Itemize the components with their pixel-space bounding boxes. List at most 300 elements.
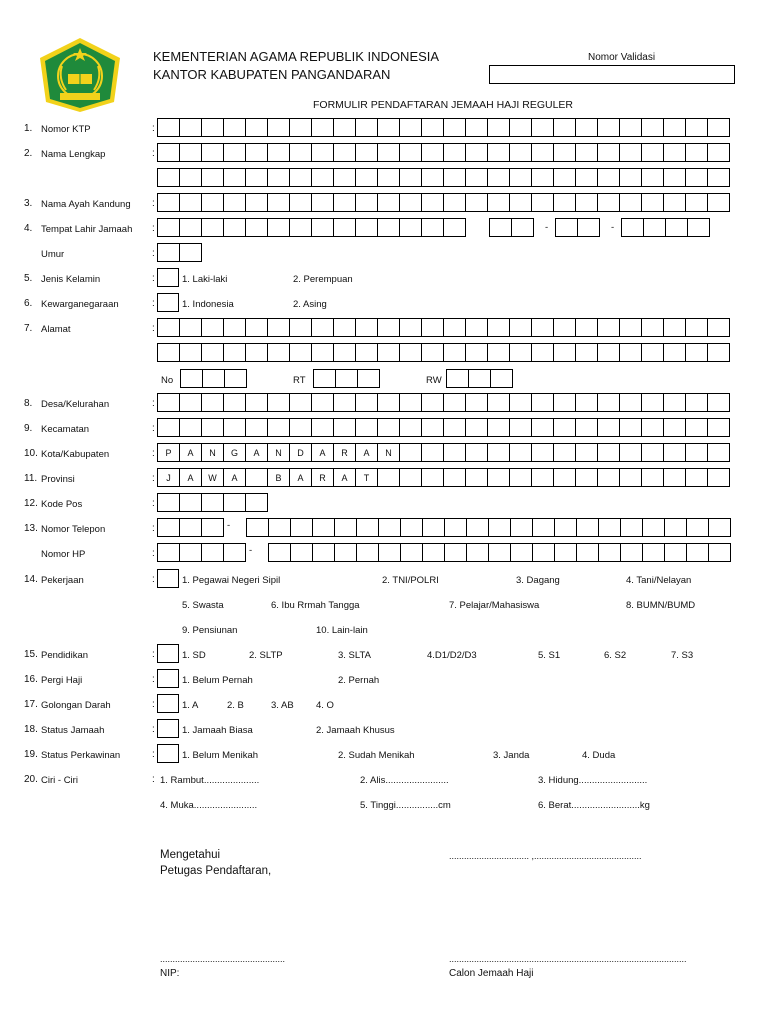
char-cell[interactable] xyxy=(488,119,510,136)
place-date-field[interactable]: ................................ ,........................................... xyxy=(449,851,642,861)
char-cell[interactable] xyxy=(334,394,356,411)
char-cell[interactable] xyxy=(400,394,422,411)
char-cell[interactable] xyxy=(158,169,180,186)
char-cell[interactable] xyxy=(598,119,620,136)
pendidikan-choice-box[interactable] xyxy=(157,644,179,663)
char-cell[interactable] xyxy=(202,519,224,536)
no-input-grid[interactable] xyxy=(180,369,247,388)
char-cell[interactable] xyxy=(335,519,357,536)
char-cell[interactable] xyxy=(180,144,202,161)
char-cell[interactable] xyxy=(269,519,291,536)
ciri-tinggi[interactable]: 5. Tinggi................cm xyxy=(360,800,451,811)
char-cell[interactable] xyxy=(666,219,688,236)
char-cell[interactable] xyxy=(554,144,576,161)
char-cell[interactable] xyxy=(532,194,554,211)
char-cell[interactable] xyxy=(576,194,598,211)
char-cell[interactable] xyxy=(224,119,246,136)
char-cell[interactable] xyxy=(664,394,686,411)
ciri-berat[interactable]: 6. Berat..........................kg xyxy=(538,800,650,811)
char-cell[interactable] xyxy=(268,394,290,411)
char-cell[interactable] xyxy=(202,144,224,161)
char-cell[interactable] xyxy=(642,394,664,411)
char-cell[interactable] xyxy=(577,519,599,536)
char-cell[interactable] xyxy=(290,194,312,211)
char-cell[interactable] xyxy=(598,194,620,211)
char-cell[interactable] xyxy=(313,544,335,561)
char-cell[interactable] xyxy=(510,319,532,336)
char-cell[interactable] xyxy=(554,419,576,436)
char-cell[interactable]: J xyxy=(158,469,180,486)
char-cell[interactable] xyxy=(314,370,336,387)
char-cell[interactable] xyxy=(664,194,686,211)
char-cell[interactable] xyxy=(224,144,246,161)
char-cell[interactable] xyxy=(642,419,664,436)
kota-input-grid[interactable] xyxy=(157,443,730,462)
char-cell[interactable]: D xyxy=(290,444,312,461)
char-cell[interactable] xyxy=(356,419,378,436)
char-cell[interactable] xyxy=(444,419,466,436)
char-cell[interactable] xyxy=(444,319,466,336)
char-cell[interactable]: A xyxy=(180,469,202,486)
char-cell[interactable] xyxy=(180,219,202,236)
char-cell[interactable] xyxy=(224,319,246,336)
ciri-hidung[interactable]: 3. Hidung.......................... xyxy=(538,775,648,786)
char-cell[interactable]: A xyxy=(224,469,246,486)
char-cell[interactable] xyxy=(687,544,709,561)
char-cell[interactable] xyxy=(708,144,730,161)
char-cell[interactable] xyxy=(312,344,334,361)
char-cell[interactable] xyxy=(512,219,534,236)
char-cell[interactable] xyxy=(488,419,510,436)
char-cell[interactable] xyxy=(620,469,642,486)
char-cell[interactable] xyxy=(664,469,686,486)
char-cell[interactable] xyxy=(444,444,466,461)
char-cell[interactable] xyxy=(356,144,378,161)
char-cell[interactable] xyxy=(202,344,224,361)
char-cell[interactable] xyxy=(224,494,246,511)
char-cell[interactable] xyxy=(620,169,642,186)
char-cell[interactable] xyxy=(378,419,400,436)
char-cell[interactable] xyxy=(447,370,469,387)
char-cell[interactable] xyxy=(489,544,511,561)
char-cell[interactable] xyxy=(510,394,532,411)
char-cell[interactable] xyxy=(664,344,686,361)
char-cell[interactable] xyxy=(532,169,554,186)
char-cell[interactable] xyxy=(489,519,511,536)
char-cell[interactable] xyxy=(313,519,335,536)
char-cell[interactable] xyxy=(532,319,554,336)
char-cell[interactable] xyxy=(576,169,598,186)
char-cell[interactable] xyxy=(158,419,180,436)
char-cell[interactable] xyxy=(312,219,334,236)
char-cell[interactable] xyxy=(642,169,664,186)
char-cell[interactable] xyxy=(576,144,598,161)
char-cell[interactable] xyxy=(400,169,422,186)
char-cell[interactable] xyxy=(290,419,312,436)
char-cell[interactable] xyxy=(202,219,224,236)
char-cell[interactable] xyxy=(686,119,708,136)
char-cell[interactable] xyxy=(642,319,664,336)
char-cell[interactable] xyxy=(466,419,488,436)
char-cell[interactable]: A xyxy=(290,469,312,486)
char-cell[interactable] xyxy=(708,469,730,486)
char-cell[interactable] xyxy=(224,394,246,411)
char-cell[interactable]: R xyxy=(334,444,356,461)
char-cell[interactable] xyxy=(268,194,290,211)
jenis-kelamin-choice-box[interactable] xyxy=(157,268,179,287)
char-cell[interactable] xyxy=(422,194,444,211)
char-cell[interactable] xyxy=(444,469,466,486)
char-cell[interactable]: G xyxy=(224,444,246,461)
char-cell[interactable] xyxy=(576,344,598,361)
char-cell[interactable]: T xyxy=(356,469,378,486)
char-cell[interactable] xyxy=(642,119,664,136)
char-cell[interactable]: R xyxy=(312,469,334,486)
char-cell[interactable] xyxy=(620,319,642,336)
pekerjaan-choice-box[interactable] xyxy=(157,569,179,588)
char-cell[interactable] xyxy=(158,394,180,411)
char-cell[interactable]: N xyxy=(378,444,400,461)
char-cell[interactable] xyxy=(358,370,380,387)
char-cell[interactable] xyxy=(378,344,400,361)
char-cell[interactable]: A xyxy=(334,469,356,486)
char-cell[interactable] xyxy=(598,444,620,461)
char-cell[interactable] xyxy=(444,219,466,236)
char-cell[interactable] xyxy=(268,419,290,436)
char-cell[interactable]: N xyxy=(268,444,290,461)
char-cell[interactable] xyxy=(356,219,378,236)
char-cell[interactable] xyxy=(578,219,600,236)
char-cell[interactable] xyxy=(599,519,621,536)
rt-input-grid[interactable] xyxy=(313,369,380,388)
char-cell[interactable] xyxy=(158,144,180,161)
char-cell[interactable] xyxy=(401,544,423,561)
char-cell[interactable] xyxy=(533,519,555,536)
char-cell[interactable] xyxy=(665,544,687,561)
char-cell[interactable] xyxy=(488,344,510,361)
char-cell[interactable] xyxy=(246,194,268,211)
char-cell[interactable] xyxy=(466,469,488,486)
char-cell[interactable] xyxy=(246,219,268,236)
char-cell[interactable] xyxy=(444,119,466,136)
char-cell[interactable] xyxy=(423,519,445,536)
char-cell[interactable] xyxy=(620,419,642,436)
char-cell[interactable] xyxy=(510,344,532,361)
char-cell[interactable] xyxy=(665,519,687,536)
char-cell[interactable] xyxy=(268,119,290,136)
char-cell[interactable] xyxy=(622,219,644,236)
char-cell[interactable] xyxy=(400,344,422,361)
char-cell[interactable] xyxy=(422,444,444,461)
tempat-lahir-grid[interactable] xyxy=(157,218,466,237)
char-cell[interactable] xyxy=(532,444,554,461)
char-cell[interactable] xyxy=(269,544,291,561)
telepon-number-grid[interactable] xyxy=(246,518,731,537)
char-cell[interactable] xyxy=(422,469,444,486)
char-cell[interactable] xyxy=(378,219,400,236)
char-cell[interactable] xyxy=(378,469,400,486)
char-cell[interactable]: A xyxy=(356,444,378,461)
char-cell[interactable] xyxy=(708,169,730,186)
char-cell[interactable] xyxy=(422,419,444,436)
char-cell[interactable] xyxy=(510,169,532,186)
kode-pos-grid[interactable] xyxy=(157,493,268,512)
char-cell[interactable] xyxy=(334,144,356,161)
char-cell[interactable] xyxy=(664,119,686,136)
tanggal-lahir-year[interactable] xyxy=(621,218,710,237)
char-cell[interactable] xyxy=(379,519,401,536)
char-cell[interactable] xyxy=(336,370,358,387)
char-cell[interactable] xyxy=(598,144,620,161)
ciri-muka[interactable]: 4. Muka........................ xyxy=(160,800,258,811)
char-cell[interactable] xyxy=(422,219,444,236)
char-cell[interactable] xyxy=(423,544,445,561)
char-cell[interactable] xyxy=(576,394,598,411)
char-cell[interactable] xyxy=(466,444,488,461)
char-cell[interactable] xyxy=(180,194,202,211)
char-cell[interactable] xyxy=(708,344,730,361)
char-cell[interactable] xyxy=(510,444,532,461)
char-cell[interactable] xyxy=(686,169,708,186)
char-cell[interactable] xyxy=(378,119,400,136)
char-cell[interactable] xyxy=(378,169,400,186)
char-cell[interactable] xyxy=(268,319,290,336)
char-cell[interactable] xyxy=(180,544,202,561)
char-cell[interactable] xyxy=(202,319,224,336)
char-cell[interactable] xyxy=(576,319,598,336)
char-cell[interactable] xyxy=(445,519,467,536)
char-cell[interactable] xyxy=(444,344,466,361)
char-cell[interactable] xyxy=(510,144,532,161)
char-cell[interactable] xyxy=(510,419,532,436)
char-cell[interactable] xyxy=(422,344,444,361)
char-cell[interactable] xyxy=(400,219,422,236)
char-cell[interactable] xyxy=(290,144,312,161)
char-cell[interactable] xyxy=(422,119,444,136)
char-cell[interactable] xyxy=(202,119,224,136)
char-cell[interactable] xyxy=(202,494,224,511)
char-cell[interactable] xyxy=(379,544,401,561)
char-cell[interactable] xyxy=(488,169,510,186)
char-cell[interactable] xyxy=(664,144,686,161)
char-cell[interactable] xyxy=(554,194,576,211)
char-cell[interactable] xyxy=(532,419,554,436)
char-cell[interactable] xyxy=(158,219,180,236)
char-cell[interactable] xyxy=(686,194,708,211)
char-cell[interactable] xyxy=(224,219,246,236)
char-cell[interactable] xyxy=(554,319,576,336)
char-cell[interactable] xyxy=(180,419,202,436)
kewarganegaraan-choice-box[interactable] xyxy=(157,293,179,312)
char-cell[interactable] xyxy=(180,394,202,411)
char-cell[interactable] xyxy=(247,519,269,536)
char-cell[interactable] xyxy=(224,194,246,211)
char-cell[interactable] xyxy=(444,144,466,161)
hp-prefix-grid[interactable] xyxy=(157,543,246,562)
char-cell[interactable] xyxy=(620,119,642,136)
char-cell[interactable]: N xyxy=(202,444,224,461)
char-cell[interactable] xyxy=(598,319,620,336)
char-cell[interactable] xyxy=(488,194,510,211)
char-cell[interactable] xyxy=(686,319,708,336)
char-cell[interactable] xyxy=(687,519,709,536)
char-cell[interactable] xyxy=(620,344,642,361)
char-cell[interactable] xyxy=(642,194,664,211)
alamat-input-grid-1[interactable] xyxy=(157,318,730,337)
char-cell[interactable] xyxy=(491,370,513,387)
char-cell[interactable] xyxy=(246,394,268,411)
char-cell[interactable] xyxy=(532,394,554,411)
char-cell[interactable] xyxy=(466,394,488,411)
char-cell[interactable] xyxy=(378,319,400,336)
char-cell[interactable] xyxy=(334,119,356,136)
char-cell[interactable] xyxy=(598,469,620,486)
char-cell[interactable] xyxy=(356,394,378,411)
char-cell[interactable] xyxy=(576,419,598,436)
char-cell[interactable] xyxy=(202,544,224,561)
char-cell[interactable] xyxy=(576,444,598,461)
char-cell[interactable] xyxy=(224,344,246,361)
char-cell[interactable] xyxy=(180,519,202,536)
telepon-area-grid[interactable] xyxy=(157,518,224,537)
char-cell[interactable] xyxy=(334,219,356,236)
char-cell[interactable] xyxy=(466,119,488,136)
char-cell[interactable] xyxy=(158,319,180,336)
char-cell[interactable] xyxy=(576,469,598,486)
char-cell[interactable] xyxy=(422,144,444,161)
char-cell[interactable] xyxy=(224,419,246,436)
char-cell[interactable] xyxy=(598,344,620,361)
char-cell[interactable]: A xyxy=(246,444,268,461)
ktp-input-grid[interactable] xyxy=(157,118,730,137)
char-cell[interactable] xyxy=(334,419,356,436)
char-cell[interactable] xyxy=(642,444,664,461)
char-cell[interactable]: P xyxy=(158,444,180,461)
char-cell[interactable] xyxy=(466,169,488,186)
char-cell[interactable]: A xyxy=(180,444,202,461)
char-cell[interactable] xyxy=(246,469,268,486)
char-cell[interactable] xyxy=(688,219,710,236)
char-cell[interactable] xyxy=(642,344,664,361)
char-cell[interactable] xyxy=(556,219,578,236)
char-cell[interactable] xyxy=(290,319,312,336)
char-cell[interactable] xyxy=(598,419,620,436)
char-cell[interactable] xyxy=(686,394,708,411)
ciri-alis[interactable]: 2. Alis........................ xyxy=(360,775,449,786)
char-cell[interactable] xyxy=(400,119,422,136)
char-cell[interactable] xyxy=(312,119,334,136)
alamat-input-grid-2[interactable] xyxy=(157,343,730,362)
char-cell[interactable] xyxy=(291,519,313,536)
char-cell[interactable] xyxy=(621,544,643,561)
char-cell[interactable] xyxy=(466,319,488,336)
char-cell[interactable] xyxy=(180,494,202,511)
char-cell[interactable] xyxy=(686,419,708,436)
char-cell[interactable] xyxy=(510,119,532,136)
char-cell[interactable] xyxy=(532,469,554,486)
char-cell[interactable] xyxy=(290,394,312,411)
char-cell[interactable] xyxy=(180,319,202,336)
char-cell[interactable] xyxy=(620,144,642,161)
char-cell[interactable] xyxy=(334,169,356,186)
tanggal-lahir-month[interactable] xyxy=(555,218,600,237)
applicant-signature-line[interactable]: ............................................................................................... xyxy=(449,954,687,964)
char-cell[interactable] xyxy=(290,169,312,186)
char-cell[interactable] xyxy=(488,319,510,336)
char-cell[interactable] xyxy=(246,119,268,136)
char-cell[interactable] xyxy=(708,319,730,336)
char-cell[interactable] xyxy=(686,444,708,461)
char-cell[interactable] xyxy=(356,119,378,136)
char-cell[interactable] xyxy=(444,169,466,186)
char-cell[interactable] xyxy=(357,519,379,536)
char-cell[interactable] xyxy=(246,344,268,361)
char-cell[interactable] xyxy=(686,469,708,486)
char-cell[interactable] xyxy=(246,494,268,511)
ayah-input-grid[interactable] xyxy=(157,193,730,212)
nama-input-grid-2[interactable] xyxy=(157,168,730,187)
char-cell[interactable] xyxy=(644,219,666,236)
char-cell[interactable] xyxy=(400,469,422,486)
rw-input-grid[interactable] xyxy=(446,369,513,388)
char-cell[interactable] xyxy=(378,144,400,161)
char-cell[interactable] xyxy=(490,219,512,236)
char-cell[interactable] xyxy=(202,419,224,436)
char-cell[interactable] xyxy=(510,469,532,486)
char-cell[interactable] xyxy=(422,394,444,411)
char-cell[interactable] xyxy=(445,544,467,561)
char-cell[interactable] xyxy=(356,194,378,211)
pergi-haji-choice-box[interactable] xyxy=(157,669,179,688)
char-cell[interactable] xyxy=(180,344,202,361)
char-cell[interactable] xyxy=(533,544,555,561)
char-cell[interactable] xyxy=(158,344,180,361)
char-cell[interactable] xyxy=(664,419,686,436)
char-cell[interactable] xyxy=(708,394,730,411)
char-cell[interactable] xyxy=(664,169,686,186)
char-cell[interactable] xyxy=(532,144,554,161)
char-cell[interactable] xyxy=(225,370,247,387)
char-cell[interactable] xyxy=(290,119,312,136)
officer-signature-line[interactable]: .................................................. xyxy=(160,954,286,964)
char-cell[interactable] xyxy=(246,169,268,186)
char-cell[interactable] xyxy=(422,169,444,186)
char-cell[interactable] xyxy=(620,394,642,411)
char-cell[interactable] xyxy=(356,319,378,336)
char-cell[interactable] xyxy=(335,544,357,561)
char-cell[interactable] xyxy=(202,194,224,211)
provinsi-input-grid[interactable] xyxy=(157,468,730,487)
char-cell[interactable] xyxy=(554,469,576,486)
char-cell[interactable] xyxy=(488,144,510,161)
char-cell[interactable] xyxy=(290,219,312,236)
char-cell[interactable] xyxy=(356,344,378,361)
char-cell[interactable] xyxy=(268,219,290,236)
nama-input-grid-1[interactable] xyxy=(157,143,730,162)
char-cell[interactable] xyxy=(444,194,466,211)
char-cell[interactable] xyxy=(620,444,642,461)
char-cell[interactable] xyxy=(708,119,730,136)
char-cell[interactable] xyxy=(532,119,554,136)
char-cell[interactable] xyxy=(511,544,533,561)
char-cell[interactable] xyxy=(268,344,290,361)
char-cell[interactable] xyxy=(576,119,598,136)
char-cell[interactable] xyxy=(554,344,576,361)
char-cell[interactable] xyxy=(291,544,313,561)
char-cell[interactable] xyxy=(158,244,180,261)
char-cell[interactable] xyxy=(334,194,356,211)
char-cell[interactable] xyxy=(488,394,510,411)
